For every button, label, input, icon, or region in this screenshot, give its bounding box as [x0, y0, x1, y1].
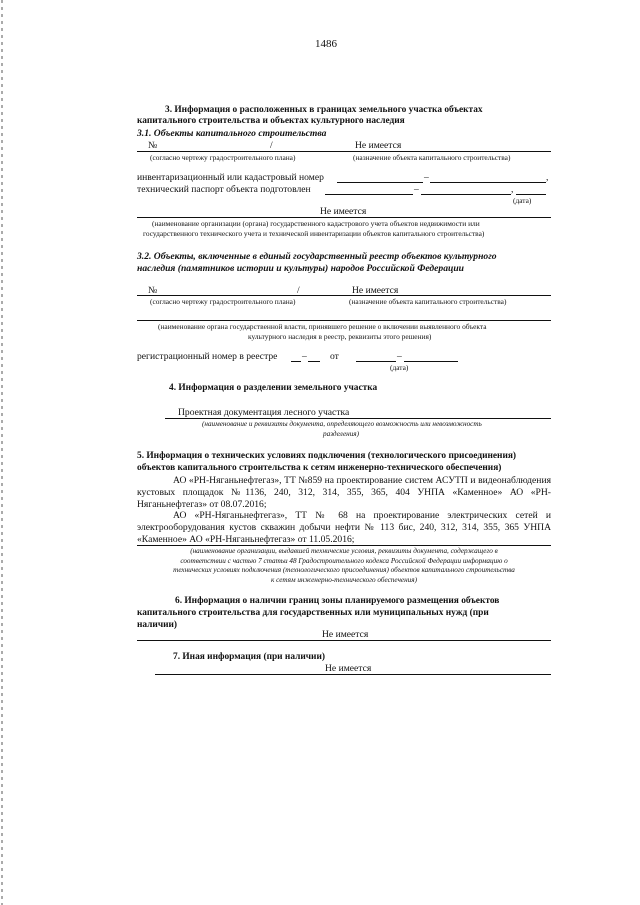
section-5-title-line2: объектов капитального строительства к сетям инженерно-технического обеспечения) — [137, 463, 502, 473]
from-label: от — [330, 351, 339, 362]
page-number: 1486 — [315, 38, 337, 50]
caption-date: (дата) — [513, 196, 532, 205]
section-5-paragraph-1: АО «РН-Няганьнефтегаз», ТТ №859 на проектирование систем АСУТП и видеонаблюдения кустовых площадок №1136, 240, 312, 314, 355, 365, 404 УНПА «Каменное» АО «РН-Няганьнефтегаз» от 08.07.2016; — [137, 475, 551, 510]
caption-plan: (согласно чертежу градостроительного плана) — [150, 153, 296, 162]
caption-line: (наименование организации, выдавшей технические условия, реквизиты документа, содержащего в — [190, 547, 498, 555]
caption-section-4-line2: разделения) — [323, 430, 360, 438]
section-7-value: Не имеется — [325, 663, 372, 674]
value-none: Не имеется — [352, 285, 399, 296]
underline — [356, 361, 396, 362]
underline — [325, 194, 413, 195]
underline — [430, 182, 546, 183]
section-6-title-line3: наличии) — [137, 620, 178, 630]
registry-number-label: регистрационный номер в реестре — [137, 351, 278, 362]
caption-authority-line1: (наименование органа государственной власти, принявшего решение о включении выявленного объекта — [158, 322, 487, 331]
section-6-title-line2: капитального строительства для государственных или муниципальных нужд (при — [137, 608, 489, 618]
number-label: № — [148, 140, 158, 151]
section-5-paragraph-2: АО «РН-Няганьнефтегаз», ТТ № 68 на проектирование электрических сетей и электрооборудования кустов скважин добычи нефти № 113 бис, 240, 312, 314, 355, 365 УНПА «Каменное» АО «РН-Няганьнефтегаз» от 11.05.2016; — [137, 510, 551, 545]
section-6-title-line1: 6. Информация о наличии границ зоны планируемого размещения объектов — [175, 596, 500, 606]
number-label: № — [148, 285, 158, 296]
comma: , — [511, 184, 514, 195]
caption-line: соответствии с частью 7 статьи 48 Градостроительного кодекса Российской Федерации информацию о — [180, 556, 508, 565]
caption-date: (дата) — [390, 363, 409, 372]
underline — [137, 545, 551, 546]
tech-passport-label: технический паспорт объекта подготовлен — [137, 184, 311, 195]
underline — [137, 151, 551, 152]
section-3-2-title-line1: 3.2. Объекты, включенные в единый государственный реестр объектов культурного — [137, 251, 497, 262]
section-3-title-line2: капитального строительства и объектах культурного наследия — [137, 116, 405, 126]
caption-plan: (согласно чертежу градостроительного плана) — [150, 297, 296, 306]
section-5-title-line1: 5. Информация о технических условиях подключения (технологического присоединения) — [137, 451, 517, 461]
underline — [137, 640, 551, 641]
dash: – — [397, 351, 402, 362]
section-4-title: 4. Информация о разделении земельного участка — [169, 383, 378, 393]
scan-edge — [1, 0, 3, 905]
underline — [421, 194, 511, 195]
underline — [137, 295, 551, 296]
underline — [516, 194, 546, 195]
underline — [137, 320, 551, 321]
caption-purpose: (назначение объекта капитального строительства) — [353, 153, 511, 162]
section-3-2-title-line2: наследия (памятников истории и культуры) народов Российской Федерации — [137, 263, 465, 274]
underline — [137, 217, 551, 218]
caption-org-line1: (наименование организации (органа) государственного кадастрового учета объектов недвижимости или — [152, 219, 480, 228]
slash: / — [270, 140, 273, 151]
caption-purpose: (назначение объекта капитального строительства) — [349, 297, 507, 306]
underline — [308, 361, 320, 362]
section-6-value: Не имеется — [322, 629, 369, 640]
organization-none: Не имеется — [320, 206, 367, 217]
section-4-value: Проектная документация лесного участка — [178, 407, 350, 418]
underline — [337, 182, 423, 183]
dash: – — [414, 184, 419, 195]
underline — [165, 418, 551, 419]
caption-authority-line2: культурного наследия в реестр, реквизиты этого решения) — [248, 332, 432, 341]
value-none: Не имеется — [355, 140, 402, 151]
caption-section-4-line1: (наименование и реквизиты документа, определяющего возможность или невозможность — [202, 420, 482, 428]
dash: – — [424, 172, 429, 183]
underline — [404, 361, 458, 362]
section-7-title: 7. Иная информация (при наличии) — [173, 652, 325, 662]
inventory-number-label: инвентаризационный или кадастровый номер — [137, 172, 324, 183]
caption-section-5 — [137, 547, 551, 585]
underline — [155, 674, 551, 675]
section-3-title-line1: 3. Информация о расположенных в границах земельного участка объектах — [165, 105, 483, 115]
underline — [291, 361, 301, 362]
caption-line: технических условиях подключения (технологического присоединения) объектов капитального строительства — [173, 566, 515, 575]
dash: – — [302, 351, 307, 362]
caption-line: к сетям инженерно-технического обеспечения) — [270, 575, 418, 584]
section-3-1-title: 3.1. Объекты капитального строительства — [137, 128, 327, 139]
comma: , — [546, 172, 549, 183]
caption-org-line2: государственного технического учета и технической инвентаризации объектов капитального строительства) — [143, 229, 485, 238]
slash: / — [297, 285, 300, 296]
